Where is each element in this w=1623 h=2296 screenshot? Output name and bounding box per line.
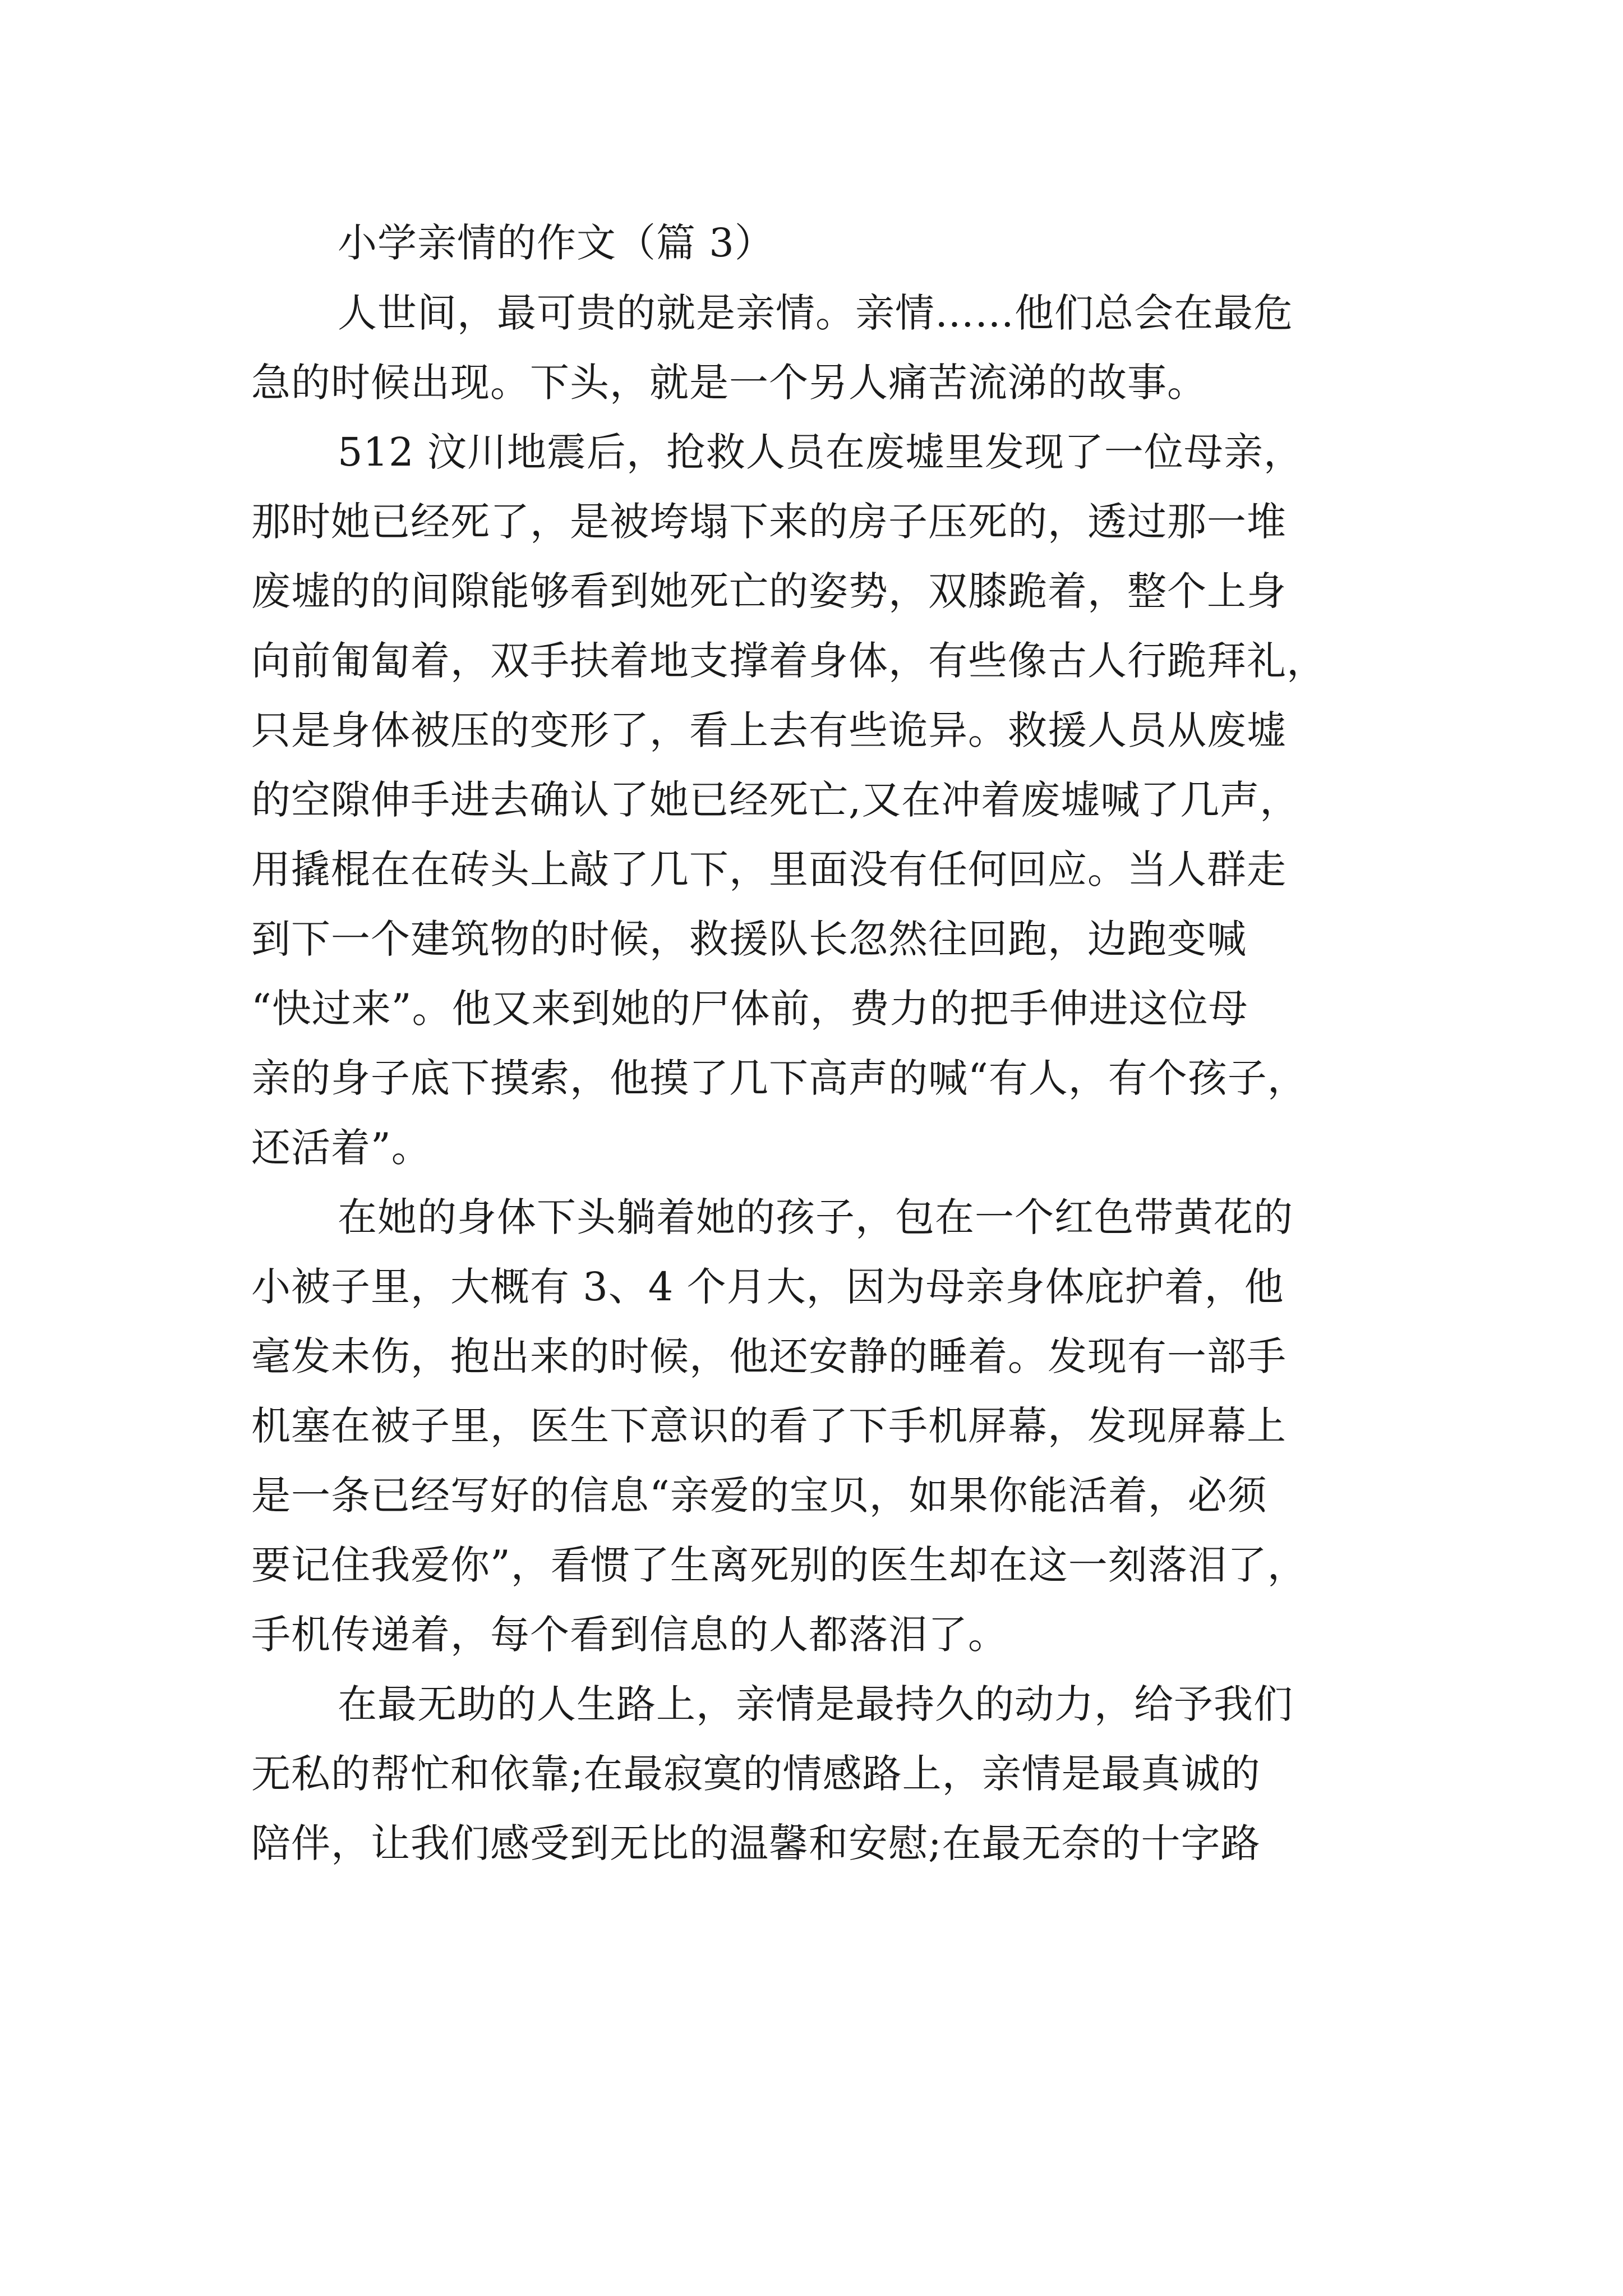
document-title: 小学亲情的作文（篇 3） xyxy=(338,220,774,266)
paragraph-3-line-1: 在她的身体下头躺着她的孩子，包在一个红色带黄花的 xyxy=(338,1194,1293,1240)
paragraph-4-line-3: 陪伴，让我们感受到无比的温馨和安慰;在最无奈的十字路 xyxy=(251,1820,1261,1866)
paragraph-2-line-9: “快过来”。他又来到她的尸体前，费力的把手伸进这位母 xyxy=(251,986,1248,1032)
paragraph-3-line-2: 小被子里，大概有 3、4 个月大，因为母亲身体庇护着，他 xyxy=(251,1264,1284,1310)
paragraph-2-line-3: 废墟的的间隙能够看到她死亡的姿势，双膝跪着，整个上身 xyxy=(251,568,1287,614)
paragraph-2-line-8: 到下一个建筑物的时候，救援队长忽然往回跑，边跑变喊 xyxy=(251,916,1247,962)
paragraph-1-line-1: 人世间，最可贵的就是亲情。亲情……他们总会在最危 xyxy=(338,290,1293,336)
paragraph-2-line-11: 还活着”。 xyxy=(251,1125,431,1171)
paragraph-2-line-4: 向前匍匐着，双手扶着地支撑着身体，有些像古人行跪拜礼， xyxy=(251,638,1326,684)
paragraph-3-line-7: 手机传递着，每个看到信息的人都落泪了。 xyxy=(251,1612,1008,1658)
paragraph-1-line-2: 急的时候出现。下头，就是一个另人痛苦流涕的故事。 xyxy=(251,360,1207,406)
paragraph-2-line-7: 用撬棍在在砖头上敲了几下，里面没有任何回应。当人群走 xyxy=(251,846,1287,892)
paragraph-4-line-2: 无私的帮忙和依靠;在最寂寞的情感路上，亲情是最真诚的 xyxy=(251,1751,1261,1797)
paragraph-2-line-2: 那时她已经死了，是被垮塌下来的房子压死的，透过那一堆 xyxy=(251,499,1287,545)
paragraph-3-line-6: 要记住我爱你”，看惯了生离死别的医生却在这一刻落泪了， xyxy=(251,1542,1307,1588)
paragraph-3-line-4: 机塞在被子里，医生下意识的看了下手机屏幕，发现屏幕上 xyxy=(251,1403,1287,1449)
paragraph-3-line-5: 是一条已经写好的信息“亲爱的宝贝，如果你能活着，必须 xyxy=(251,1473,1267,1519)
paragraph-3-line-3: 毫发未伤，抱出来的时候，他还安静的睡着。发现有一部手 xyxy=(251,1333,1287,1379)
paragraph-2-line-6: 的空隙伸手进去确认了她已经死亡,又在冲着废墟喊了几声， xyxy=(251,777,1300,823)
paragraph-2-line-10: 亲的身子底下摸索，他摸了几下高声的喊“有人，有个孩子， xyxy=(251,1055,1307,1101)
paragraph-4-line-1: 在最无助的人生路上，亲情是最持久的动力，给予我们 xyxy=(338,1681,1293,1727)
paragraph-2-line-1: 512 汶川地震后，抢救人员在废墟里发现了一位母亲， xyxy=(338,429,1303,475)
paragraph-2-line-5: 只是身体被压的变形了，看上去有些诡异。救援人员从废墟 xyxy=(251,707,1287,753)
